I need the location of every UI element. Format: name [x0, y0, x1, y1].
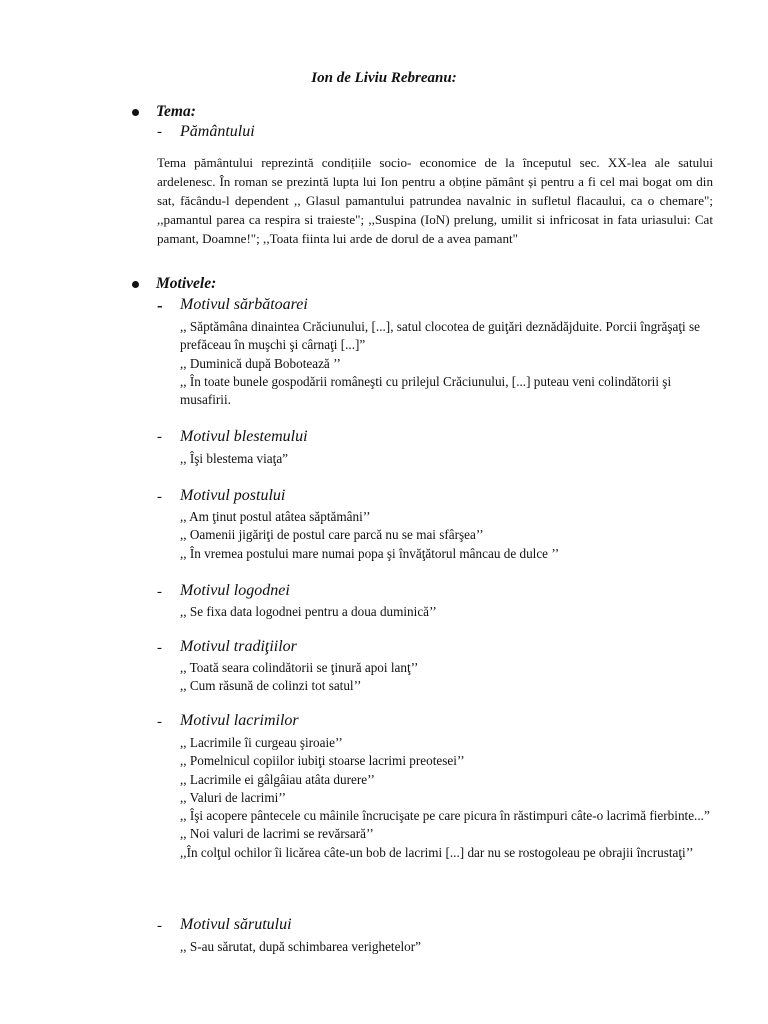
- quote-line: ,, Săptămâna dinaintea Crăciunului, [...], satul clocotea de guiţări deznădăjduite. Porcii îngrăşaţi se prefăceau în muşchi şi cârnaţi [...]”: [180, 319, 700, 353]
- quote-line: ,, Oamenii jigăriţi de postul care parcă nu se mai sfârşea’’: [180, 527, 484, 543]
- motiv-dash: -: [157, 429, 162, 445]
- motiv-title: Motivul lacrimilor: [180, 712, 299, 729]
- motiv-title: Motivul sărbătoarei: [180, 296, 308, 313]
- bullet-icon: [132, 109, 139, 116]
- quote-line: ,, În vremea postului mare numai popa şi învăţătorul mâncau de dulce ’’: [180, 545, 560, 561]
- motiv-title: Motivul tradiţiilor: [180, 638, 297, 655]
- motiv-title: Motivul sărutului: [180, 916, 292, 933]
- motiv-title: Motivul postului: [180, 487, 286, 504]
- motiv-title: Motivul blestemului: [180, 428, 308, 445]
- quote-line: ,, Pomelnicul copiilor iubiţi stoarse lacrimi preotesei’’: [180, 753, 465, 769]
- tema-sub: Pământului: [180, 123, 255, 140]
- tema-paragraph: Tema pământului reprezintă condițiile socio- economice de la începutul sec. XX-lea ale satului ardelenesc. În roman se prezintă lupta lui Ion pentru a obține pământ și pentru a fi cel mai bogat om din sat, făcându-l dependent ,, Glasul pamantului patrundea navalnic in sufletul flacaului, ca o chemare"; ,,pamantul parea ca respira si traieste"; ,,Suspina (IoN) prelung, umilit si infricosat in fata uriasului: Cat pamant, Doamne!"; ,,Toata fiinta lui arde de dorul de a avea pamant": [157, 155, 713, 246]
- quote-line: ,, Lacrimile îi curgeau şiroaie’’: [180, 735, 343, 750]
- motiv-quotes: [180, 938, 714, 956]
- quote-line: ,,În colţul ochilor îi licărea câte-un bob de lacrimi [...] dar nu se rostogoleau pe obrajii încrustaţi’’: [180, 844, 694, 860]
- quote-line: ,, Se fixa data logodnei pentru a doua duminică’’: [180, 604, 437, 619]
- motiv-dash: -: [157, 489, 162, 505]
- quote-line: ,, Cum răsună de colinzi tot satul’’: [180, 678, 362, 694]
- quote-line: ,, S-au sărutat, după schimbarea verighetelor”: [180, 939, 421, 954]
- quote-line: ,, Îşi blestema viaţa”: [180, 451, 289, 466]
- quote-line: ,, Duminică după Bobotează ’’: [180, 355, 341, 371]
- motiv-dash: -: [157, 918, 162, 934]
- motiv-quotes: [180, 450, 714, 468]
- motiv-quotes: [180, 734, 714, 862]
- quote-line: ,, Am ţinut postul atâtea săptămâni’’: [180, 509, 371, 524]
- quote-line: ,, Toată seara colindătorii se ţinură apoi lanţ’’: [180, 660, 419, 675]
- motive-heading: Motivele:: [156, 275, 217, 292]
- quote-line: ,, Noi valuri de lacrimi se revărsară’’: [180, 826, 374, 842]
- motiv-quotes: [180, 603, 714, 621]
- motiv-dash: -: [157, 584, 162, 600]
- quote-line: ,, În toate bunele gospodării româneşti cu prilejul Crăciunului, [...] puteau veni colindătorii şi musafirii.: [180, 373, 672, 408]
- motiv-dash: -: [157, 714, 162, 730]
- tema-heading: Tema:: [156, 103, 196, 120]
- quote-line: ,, Îşi acopere pântecele cu mâinile încrucişate pe care picura în răstimpuri câte-o lacrimă fierbinte...”: [180, 808, 710, 824]
- motiv-dash: -: [157, 640, 162, 656]
- motiv-dash: -: [157, 296, 163, 315]
- quote-line: ,, Valuri de lacrimi’’: [180, 789, 287, 805]
- motiv-title: Motivul logodnei: [180, 582, 290, 599]
- quote-line: ,, Lacrimile ei gâlgâiau atâta durere’’: [180, 771, 375, 787]
- document-title: Ion de Liviu Rebreanu:: [311, 70, 457, 86]
- motiv-quotes: [180, 508, 714, 563]
- tema-dash: -: [157, 124, 162, 140]
- motiv-quotes: [180, 659, 714, 696]
- motiv-quotes: [180, 318, 714, 409]
- bullet-icon: [132, 281, 139, 288]
